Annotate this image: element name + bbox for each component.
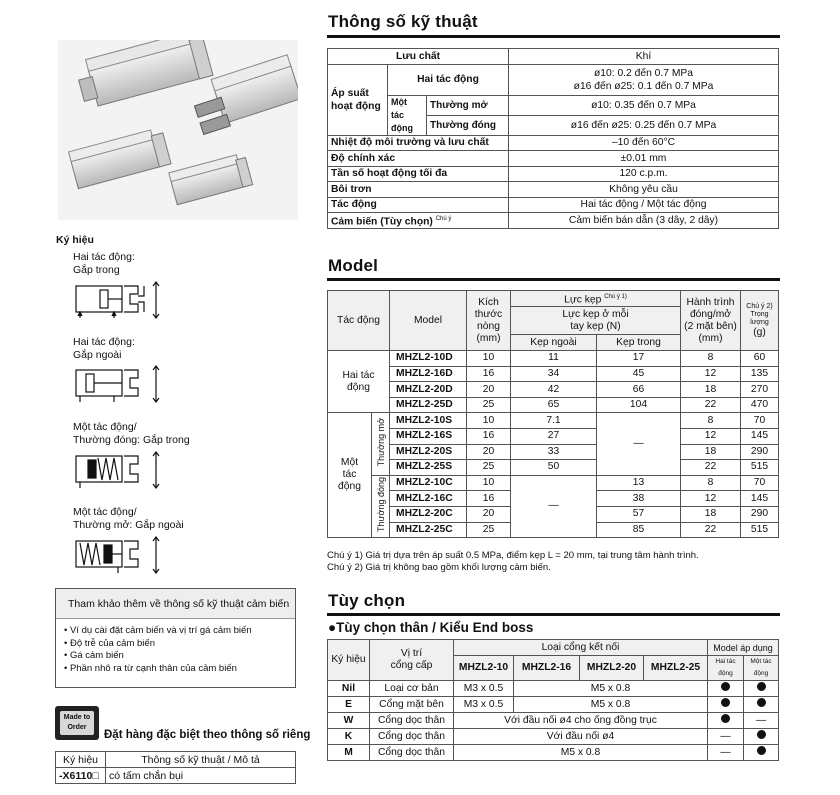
list-item: • Gá cảm biến xyxy=(64,650,124,661)
dot-icon xyxy=(757,730,766,739)
model-title: Model xyxy=(328,256,379,275)
spec-table xyxy=(327,48,779,229)
model-table: Tác động Model Kích thước nòng (mm) Lực kẹp $^{Chú ý 1)}$ Hành trình đóng/mở (2 mặt bên) (mm) Chú ý 2) Trọng lượng (g) Lực kẹp ở mỗi tay kẹp (N) Kẹp ngoài Kẹp trong Hai tác động MHZL2-10D 10 11 17 8 60 MHZL2-16D 16 34 45 12 135 MHZL2-20D 20 42 66 18 270 MHZL2-25D 25 65 104 22 470 Một tác động Thường mở MHZL2-10S 10 7.1 — 8 70 MHZL2-16S 16 27 12 145 MHZL2-20S 20 33 18 290 MHZL2-25S 25 50 22 515 Thường đóng MHZL2-10C 10 — 13 8 70 MHZL2-16C 16 38 12 145 MHZL2-20C 20 57 18 290 MHZL2-25C 25 85 22 515 xyxy=(327,290,779,538)
symbol-title: Ký hiệu xyxy=(56,234,94,246)
table-row: K Cổng dọc thân Với đầu nối ø4 — xyxy=(328,729,779,745)
table-row: MHZL2-25S 25 50 22 515 xyxy=(328,460,779,476)
symbol-single-nc-icon xyxy=(72,448,164,492)
col-desc: Thông số kỹ thuật / Mô tả xyxy=(106,752,296,768)
symbol-label-3: Một tác động/ Thường đóng: Gắp trong xyxy=(73,421,190,446)
options-title-rule xyxy=(327,613,780,616)
options-subtitle: ●Tùy chọn thân / Kiểu End boss xyxy=(328,620,534,635)
table-row: Áp suất hoạt động Hai tác động ø10: 0.2 đến 0.7 MPa ø16 đến ø25: 0.1 đến 0.7 MPa xyxy=(328,64,779,95)
symbol-label-4: Một tác động/ Thường mở: Gắp ngoài xyxy=(73,506,184,531)
sensor-reference-list xyxy=(56,619,295,675)
model-note-1: Chú ý 1) Giá trị dựa trên áp suất 0.5 MPa, điểm kẹp L = 20 mm, tại trung tâm hành trình. xyxy=(327,550,699,561)
table-row: Độ chính xác ±0.01 mm xyxy=(328,151,779,167)
special-order-table xyxy=(55,751,296,784)
dot-icon xyxy=(757,746,766,755)
table-row: Bôi trơn Không yêu cầu xyxy=(328,182,779,198)
table-row: E Cổng mặt bên M3 x 0.5 M5 x 0.8 xyxy=(328,697,779,713)
table-row: Hai tác động MHZL2-10D 10 11 17 8 60 xyxy=(328,351,779,367)
symbol-double-outer-icon xyxy=(72,362,164,406)
options-table: Ký hiệu Vị trí cổng cấp Loại cổng kết nối Model áp dụng MHZL2-10 MHZL2-16 MHZL2-20 MHZL2-25 Hai tác động Một tác động Nil Loại cơ bản M3 x 0.5 M5 x 0.8 E Cổng mặt bên M3 x 0.5 M5 x 0.8 W Cổng dọc thân Với đầu nối ø4 cho ống đồng trục — K Cổng dọc thân Với đầu nối ø4 — M Cổng dọc thân M5 x 0.8 — xyxy=(327,639,779,761)
dot-icon xyxy=(757,682,766,691)
made-to-order-badge: Made to Order xyxy=(55,706,99,740)
table-row: Cảm biến (Tùy chọn) $^{Chú ý}$ Cảm biến bán dẫn (3 dây, 2 dây) xyxy=(328,213,779,229)
table-row: Tác động Hai tác động / Một tác động xyxy=(328,197,779,213)
table-row: W Cổng dọc thân Với đầu nối ø4 cho ống đồng trục — xyxy=(328,713,779,729)
sensor-reference-box xyxy=(55,588,296,688)
spec-title-rule xyxy=(327,35,780,38)
table-row: Nil Loại cơ bản M3 x 0.5 M5 x 0.8 xyxy=(328,681,779,697)
model-note-2: Chú ý 2) Giá trị không bao gồm khối lượng cảm biến. xyxy=(327,562,551,573)
table-row: MHZL2-25C 25 85 22 515 xyxy=(328,522,779,538)
table-row: MHZL2-20C 20 57 18 290 xyxy=(328,506,779,522)
dot-icon xyxy=(721,682,730,691)
table-row: MHZL2-16D 16 34 45 12 135 xyxy=(328,366,779,382)
table-row: Thường đóng ø16 đến ø25: 0.25 đến 0.7 MPa xyxy=(328,115,779,135)
table-row xyxy=(56,768,296,784)
table-row: Nhiệt độ môi trường và lưu chất –10 đến 60°C xyxy=(328,135,779,151)
order-symbol: -X6110□ xyxy=(56,768,106,784)
sensor-reference-title: Tham khảo thêm về thông số kỹ thuật cảm biến xyxy=(56,589,295,619)
dot-icon xyxy=(721,714,730,723)
symbol-label-1: Hai tác động: Gắp trong xyxy=(73,251,135,276)
table-row: Thường đóng MHZL2-10C 10 — 13 8 70 xyxy=(328,475,779,491)
table-row: MHZL2-20S 20 33 18 290 xyxy=(328,444,779,460)
table-row: Tần số hoạt động tối đa 120 c.p.m. xyxy=(328,166,779,182)
dot-icon xyxy=(721,698,730,707)
col-symbol: Ký hiệu xyxy=(56,752,106,768)
model-title-rule xyxy=(327,278,780,281)
symbol-single-no-icon xyxy=(72,533,164,577)
options-title: Tùy chọn xyxy=(328,591,406,610)
order-desc: có tấm chắn bụi xyxy=(106,768,296,784)
symbol-double-inner-icon xyxy=(72,278,164,322)
list-item: • Phần nhô ra từ cạnh thân của cảm biến xyxy=(64,662,237,674)
table-row: Lưu chất Khí xyxy=(328,49,779,65)
table-row: MHZL2-20D 20 42 66 18 270 xyxy=(328,382,779,398)
table-row: MHZL2-16C 16 38 12 145 xyxy=(328,491,779,507)
table-row: MHZL2-25D 25 65 104 22 470 xyxy=(328,397,779,413)
special-order-title: Đặt hàng đặc biệt theo thông số riêng xyxy=(104,729,311,741)
list-item: • Ví dụ cài đặt cảm biến và vị trí gá cảm biến xyxy=(64,625,252,636)
table-row: Một tác động Thường mở MHZL2-10S 10 7.1 — 8 70 xyxy=(328,413,779,429)
table-row: Một tác động Thường mở ø10: 0.35 đến 0.7 MPa xyxy=(328,95,779,115)
spec-title: Thông số kỹ thuật xyxy=(328,12,478,31)
symbol-label-2: Hai tác động: Gắp ngoài xyxy=(73,336,135,361)
product-photo xyxy=(58,40,298,220)
gripper-illustration xyxy=(58,40,298,220)
list-item: • Độ trễ của cảm biến xyxy=(64,637,155,649)
table-row: M Cổng dọc thân M5 x 0.8 — xyxy=(328,745,779,761)
table-row: MHZL2-16S 16 27 12 145 xyxy=(328,428,779,444)
dot-icon xyxy=(757,698,766,707)
